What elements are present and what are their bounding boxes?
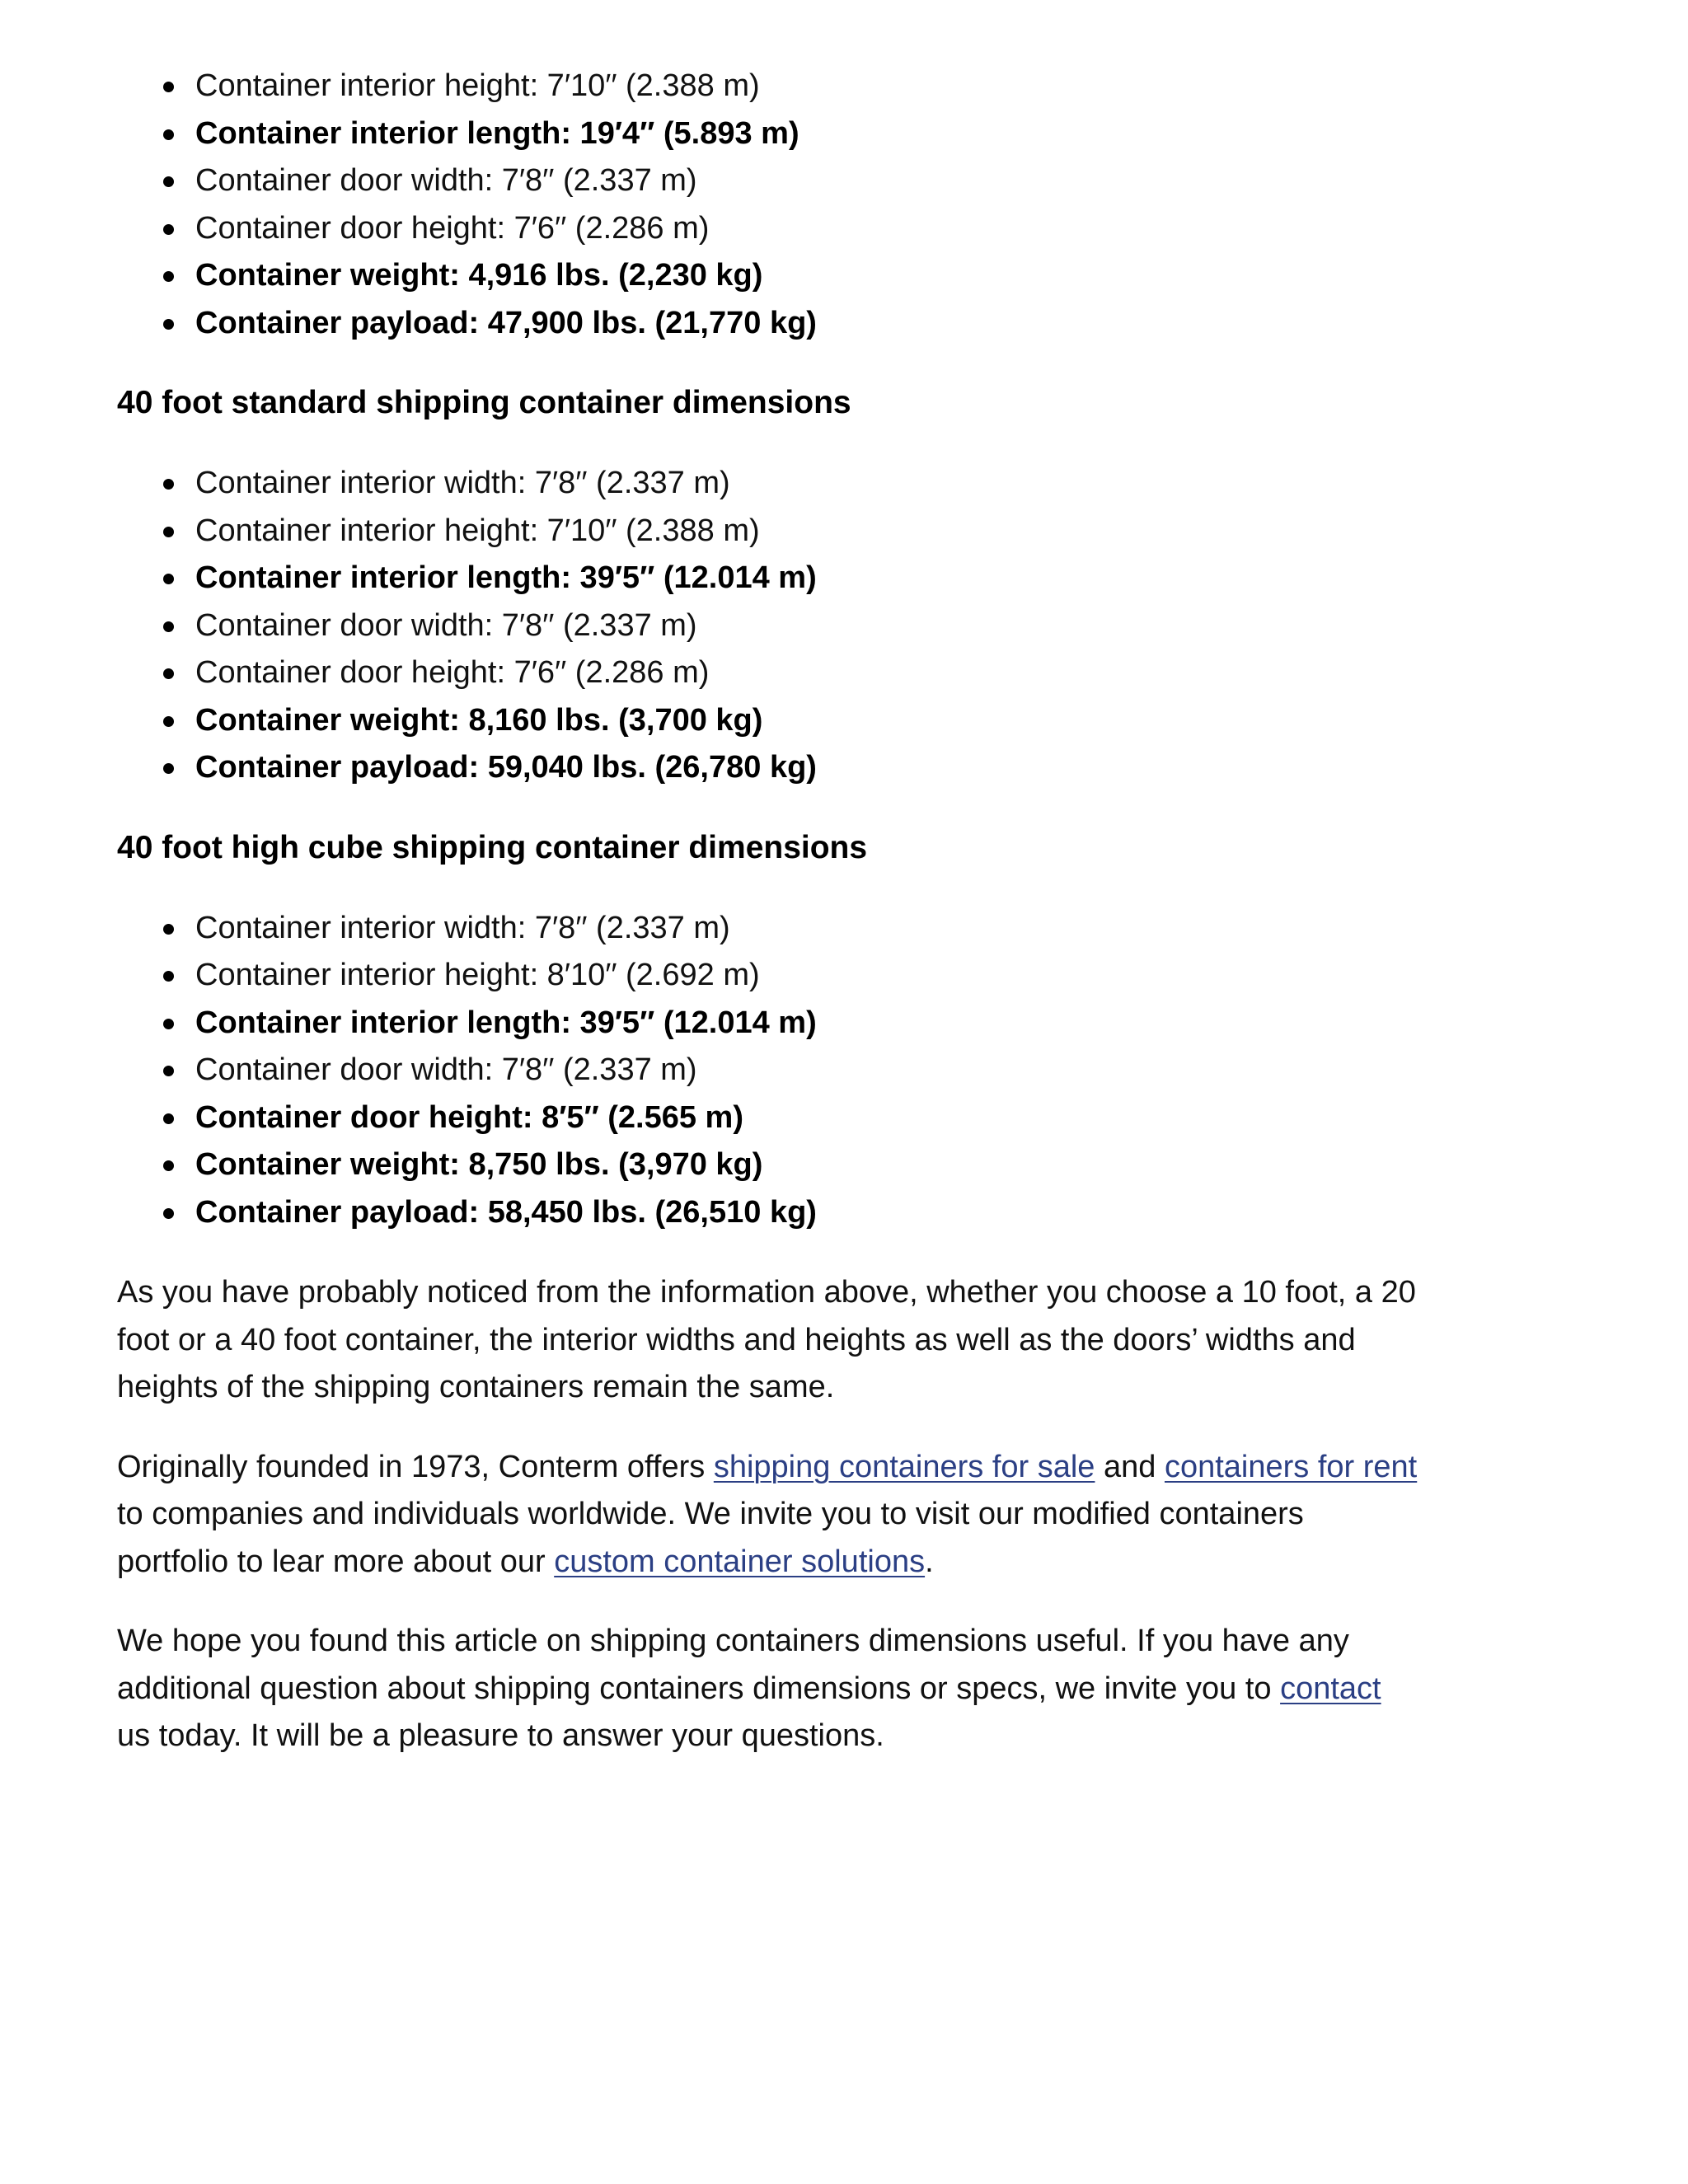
list-item: Container payload: 59,040 lbs. (26,780 kg) — [195, 744, 1419, 792]
list-item: Container weight: 8,160 lbs. (3,700 kg) — [195, 697, 1419, 745]
list-item: Container door width: 7′8′′ (2.337 m) — [195, 1047, 1419, 1094]
contact-link[interactable]: contact — [1280, 1671, 1381, 1706]
list-item: Container interior height: 7′10′′ (2.388 m) — [195, 63, 1419, 110]
list-item: Container interior height: 7′10′′ (2.388 m) — [195, 508, 1419, 555]
list-item: Container door width: 7′8′′ (2.337 m) — [195, 602, 1419, 650]
list-item: Container weight: 8,750 lbs. (3,970 kg) — [195, 1141, 1419, 1189]
shipping-containers-for-sale-link[interactable]: shipping containers for sale — [713, 1449, 1095, 1484]
heading-40ft-standard: 40 foot standard shipping container dimensions — [117, 385, 851, 420]
list-item: Container door height: 7′6′′ (2.286 m) — [195, 649, 1419, 697]
list-40ft-standard-specs — [117, 460, 1419, 792]
list-item: Container interior height: 8′10′′ (2.692 m) — [195, 952, 1419, 1000]
list-item: Container door height: 7′6′′ (2.286 m) — [195, 205, 1419, 253]
list-item: Container interior length: 39′5′′ (12.014 m) — [195, 555, 1419, 602]
about-text-3: to companies and individuals worldwide. We invite you to visit our modified containers portfolio to lear more about our — [117, 1497, 1304, 1579]
list-item: Container interior width: 7′8′′ (2.337 m) — [195, 460, 1419, 508]
closing-text-1: We hope you found this article on shipping containers dimensions useful. If you have any additional question about shipping containers dimensions or specs, we invite you to — [117, 1624, 1349, 1706]
list-20ft-specs — [117, 63, 1419, 347]
containers-for-rent-link[interactable]: containers for rent — [1164, 1449, 1418, 1484]
list-item: Container interior length: 39′5′′ (12.014 m) — [195, 1000, 1419, 1047]
summary-paragraph: As you have probably noticed from the information above, whether you choose a 10 foot, a 20 foot or a 40 foot container, the interior widths and heights as well as the doors’ widths and heights of the shipping containers remain the same. — [117, 1275, 1416, 1404]
about-text-1: Originally founded in 1973, Conterm offers — [117, 1449, 714, 1484]
custom-container-solutions-link[interactable]: custom container solutions — [554, 1544, 926, 1579]
heading-40ft-high-cube: 40 foot high cube shipping container dimensions — [117, 829, 868, 865]
list-item: Container door height: 8′5′′ (2.565 m) — [195, 1094, 1419, 1142]
about-text-4: . — [925, 1544, 934, 1579]
about-paragraph — [117, 1444, 1419, 1586]
about-text-2: and — [1095, 1449, 1165, 1484]
list-item: Container interior width: 7′8′′ (2.337 m) — [195, 905, 1419, 953]
closing-text-2: us today. It will be a pleasure to answer your questions. — [117, 1718, 884, 1753]
list-item: Container payload: 47,900 lbs. (21,770 kg) — [195, 300, 1419, 348]
article-content — [117, 63, 1419, 1760]
closing-paragraph — [117, 1618, 1419, 1760]
list-40ft-high-cube-specs — [117, 905, 1419, 1237]
list-item: Container door width: 7′8′′ (2.337 m) — [195, 157, 1419, 205]
list-item: Container payload: 58,450 lbs. (26,510 kg) — [195, 1189, 1419, 1237]
list-item: Container weight: 4,916 lbs. (2,230 kg) — [195, 252, 1419, 300]
list-item: Container interior length: 19′4′′ (5.893 m) — [195, 110, 1419, 158]
